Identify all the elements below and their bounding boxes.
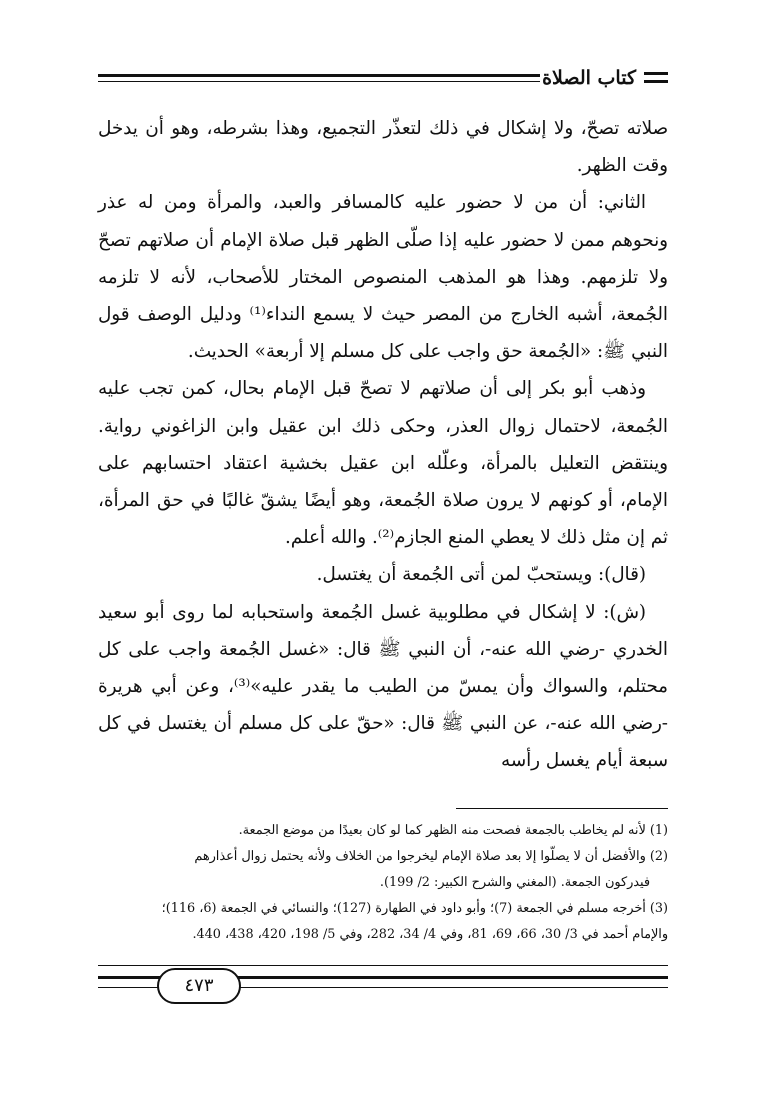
footnote-separator	[456, 808, 668, 809]
header-rule-thick	[98, 74, 540, 77]
header-double-bar-mark	[644, 72, 668, 83]
main-text	[98, 110, 668, 780]
footnote-3: (3) أخرجه مسلم في الجمعة (7)؛ وأبو داود في الطهارة (127)؛ والنسائي في الجمعة (6، 116)؛	[161, 901, 668, 916]
footnote-3-continuation: والإمام أحمد في 3/ 30، 66، 69، 81، وفي 4/ 34، 282، وفي 5/ 198، 420، 438، 440.	[192, 927, 668, 942]
page-header-title: كتاب الصلاة	[542, 67, 636, 89]
footnotes	[98, 818, 668, 948]
footnote-2: (2) والأفضل أن لا يصلّوا إلا بعد صلاة الإمام ليخرجوا من الخلاف ولأنه يحتمل زوال أعذارهم	[194, 849, 668, 864]
footnote-1: (1) لأنه لم يخاطب بالجمعة فصحت منه الظهر كما لو كان بعيدًا من موضع الجمعة.	[238, 823, 668, 838]
footer-rule-thin-1	[98, 965, 668, 966]
paragraph-1: صلاته تصحّ، ولا إشكال في ذلك لتعذّر التجميع، وهذا بشرطه، وهو أن يدخل وقت الظهر.	[98, 118, 668, 177]
running-header	[98, 66, 668, 90]
page-number: ٤٧٣	[157, 968, 241, 1004]
paragraph-3: وذهب أبو بكر إلى أن صلاتهم لا تصحّ قبل الإمام بحال، كمن تجب عليه الجُمعة، لاحتمال زوال العذر، وحكى ذلك ابن عقيل وابن الزاغوني رواية. وينتقض التعليل بالمرأة، وعلّله ابن عقيل بخشية اعتقاد احتسابهم على الإمام، أو كونهم لا يرون صلاة الجُمعة، وهو أيضًا يشقّ غالبًا في حق المرأة، ثم إن مثل ذلك لا يعطي المنع الجازم⁽²⁾. والله أعلم.	[98, 378, 668, 549]
paragraph-4: (قال): ويستحبّ لمن أتى الجُمعة أن يغتسل.	[316, 564, 646, 586]
header-rule-thin	[98, 81, 540, 82]
footnote-2-continuation: فيدركون الجمعة. (المغني والشرح الكبير: 2/ 199).	[379, 875, 650, 890]
paragraph-5: (ش): لا إشكال في مطلوبية غسل الجُمعة واستحبابه لما روى أبو سعيد الخدري -رضي الله عنه-، أن النبي ﷺ قال: «غسل الجُمعة واجب على كل محتلم، والسواك وأن يمسّ من الطيب ما يقدر عليه»⁽³⁾، وعن أبي هريرة -رضي الله عنه-، عن النبي ﷺ قال: «حقّ على كل مسلم أن يغتسل في كل سبعة أيام يغسل رأسه	[98, 601, 668, 772]
paragraph-2: الثاني: أن من لا حضور عليه كالمسافر والعبد، والمرأة ومن له عذر ونحوهم ممن لا حضور عليه إذا صلّى الظهر قبل صلاة الإمام أن صلاتهم تصحّ ولا تلزمهم. وهذا هو المذهب المنصوص المختار للأصحاب، لأنه لا تلزمه الجُمعة، أشبه الخارج من المصر حيث لا يسمع النداء⁽¹⁾ ودليل الوصف قول النبي ﷺ: «الجُمعة حق واجب على كل مسلم إلا أربعة» الحديث.	[98, 192, 668, 363]
